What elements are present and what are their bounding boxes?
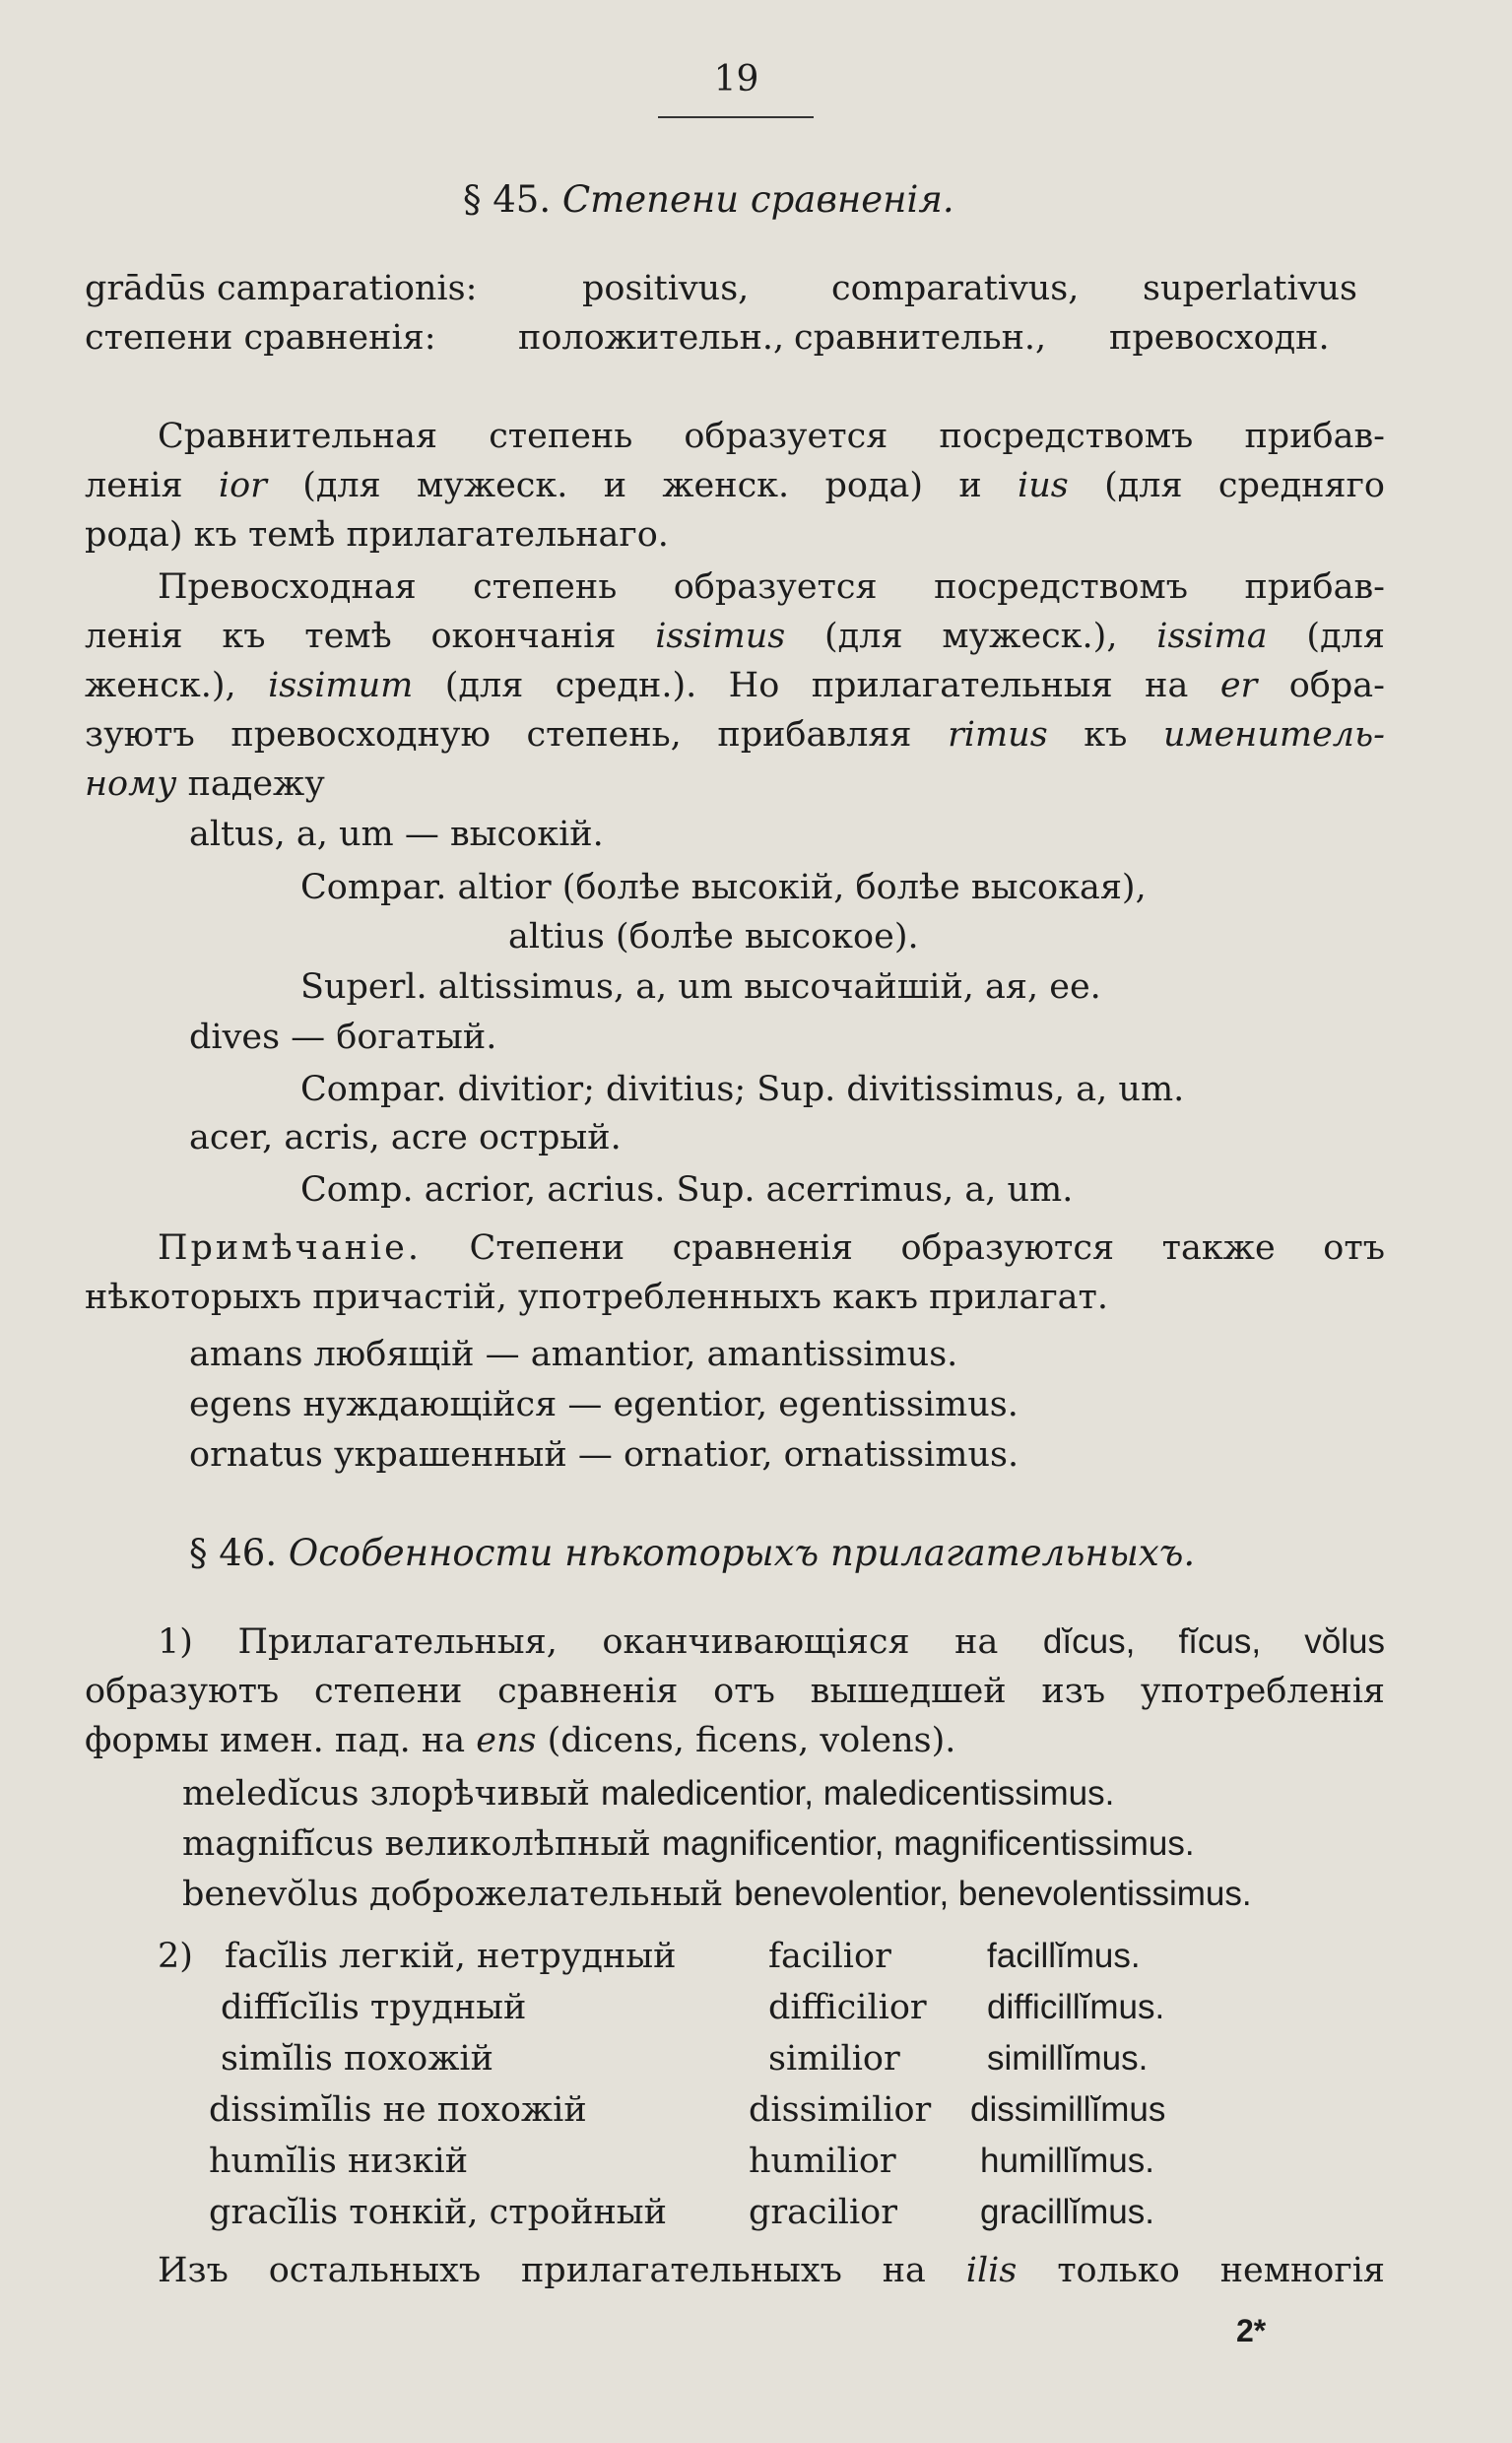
- p2-line-1: Превосходная степень образуется посредствомъ прибав-: [158, 567, 1385, 607]
- note-example-amans: amans любящій — amantior, amantissimus.: [189, 1335, 958, 1374]
- example-altus-comparative-1: Compar. altior (болѣе высокій, болѣе высокая),: [300, 868, 1147, 907]
- term-russian-label: степени сравненія:: [85, 318, 436, 358]
- signature-mark: 2*: [1236, 2313, 1267, 2348]
- s46-example-benevolus: benevŏlus доброжелательный benevolentior, benevolentissimus.: [182, 1875, 1252, 1914]
- section-45-heading: [463, 175, 954, 225]
- ilis-row-comparative: similior: [768, 2039, 900, 2079]
- term-russian-positive: положительн.,: [518, 318, 785, 358]
- section-45-title: Степени сравненія.: [561, 178, 954, 221]
- ilis-row-superlative: dissimillĭmus: [970, 2090, 1166, 2129]
- ilis-row-comparative: gracilior: [749, 2193, 897, 2232]
- example-altus-comparative-2: altius (болѣе высокое).: [508, 917, 919, 957]
- term-latin-superlative: superlativus: [1143, 269, 1357, 308]
- ilis-row-superlative: difficillĭmus.: [987, 1988, 1165, 2026]
- ilis-row-comparative: difficilior: [768, 1988, 927, 2027]
- p1-line-1: Сравнительная степень образуется посредствомъ прибав-: [158, 417, 1385, 456]
- example-acer: acer, acris, acre острый.: [189, 1118, 622, 1157]
- ilis-row-comparative: dissimilior: [749, 2090, 932, 2130]
- page-number: 19: [713, 59, 759, 99]
- last-line: Изъ остальныхъ прилагательныхъ на ilis только немногія: [158, 2251, 1385, 2290]
- ilis-table: [0, 1931, 1512, 2246]
- ilis-row-superlative: gracillĭmus.: [980, 2193, 1154, 2231]
- note-example-egens: egens нуждающійся — egentior, egentissimus.: [189, 1385, 1019, 1424]
- example-dives-comparative: Compar. divitior; divitius; Sup. divitissimus, a, um.: [300, 1070, 1185, 1109]
- ilis-row-superlative: humillĭmus.: [980, 2142, 1154, 2180]
- example-acer-comparative: Comp. acrior, acrius. Sup. acerrimus, a, um.: [300, 1170, 1074, 1210]
- ilis-row: humĭlis низкій: [209, 2142, 469, 2181]
- s46-example-magnificus: magnifĭcus великолѣпный magnificentior, magnificentissimus.: [182, 1824, 1195, 1864]
- example-dives: dives — богатый.: [189, 1018, 497, 1057]
- s46-p1-line-2: образуютъ степени сравненія отъ вышедшей изъ употребленія: [85, 1672, 1385, 1711]
- ilis-row: facĭlis легкій, нетрудный: [225, 1937, 677, 1976]
- section-46-number: § 46.: [189, 1532, 278, 1574]
- term-russian-comparative: сравнительн.,: [794, 318, 1047, 358]
- note-line-2: нѣкоторыхъ причастій, употребленныхъ какъ прилагат.: [85, 1278, 1109, 1317]
- example-altus: altus, a, um — высокій.: [189, 815, 604, 854]
- ilis-row-superlative: facillĭmus.: [987, 1937, 1141, 1975]
- term-latin-comparative: comparativus,: [831, 269, 1080, 308]
- ilis-table-label: 2): [158, 1937, 193, 1976]
- ilis-row: dissimĭlis не похожій: [209, 2090, 587, 2130]
- section-46-title: Особенности нѣкоторыхъ прилагательныхъ.: [288, 1532, 1196, 1574]
- term-latin-label: grādūs camparationis:: [85, 269, 478, 308]
- section-45-number: § 45.: [463, 178, 552, 221]
- ilis-row: gracĭlis тонкій, стройный: [209, 2193, 667, 2232]
- p2-line-3: женск.), issimum (для средн.). Но прилагательныя на er обра-: [85, 666, 1385, 705]
- ilis-row-superlative: simillĭmus.: [987, 2039, 1149, 2078]
- p2-line-2: ленія къ темѣ окончанія issimus (для мужеск.), issima (для: [85, 617, 1385, 656]
- note-example-ornatus: ornatus украшенный — ornatior, ornatissimus.: [189, 1435, 1019, 1475]
- s46-example-maledicus: meledĭcus злорѣчивый maledicentior, maledicentissimus.: [182, 1774, 1115, 1814]
- note-line-1: Примѣчаніе. Степени сравненія образуются также отъ: [158, 1228, 1385, 1268]
- s46-p1-line-1: 1) Прилагательныя, оканчивающіяся на dĭcus, fĭcus, vŏlus: [158, 1622, 1385, 1662]
- ilis-row-comparative: humilior: [749, 2142, 896, 2181]
- ilis-row: diffĭcĭlis трудный: [221, 1988, 527, 2027]
- section-46-heading: [189, 1529, 1195, 1578]
- note-label: Примѣчаніе.: [158, 1228, 422, 1268]
- term-latin-positive: positivus,: [582, 269, 750, 308]
- term-russian-superlative: превосходн.: [1109, 318, 1330, 358]
- example-altus-superlative: Superl. altissimus, a, um высочайшій, ая, ее.: [300, 967, 1101, 1007]
- ilis-row: simĭlis похожій: [221, 2039, 493, 2079]
- page-number-rule: [658, 116, 814, 118]
- p1-line-2: ленія ior (для мужеск. и женск. рода) и ius (для средняго: [85, 466, 1385, 505]
- p2-line-4: зуютъ превосходную степень, прибавляя rimus къ именитель-: [85, 715, 1385, 755]
- s46-p1-line-3: формы имен. пад. на ens (dicens, ficens, volens).: [85, 1721, 956, 1760]
- ilis-row-comparative: facilior: [768, 1937, 891, 1976]
- p1-line-3: рода) къ темѣ прилагательнаго.: [85, 515, 669, 555]
- p2-line-5: ному падежу: [85, 764, 325, 804]
